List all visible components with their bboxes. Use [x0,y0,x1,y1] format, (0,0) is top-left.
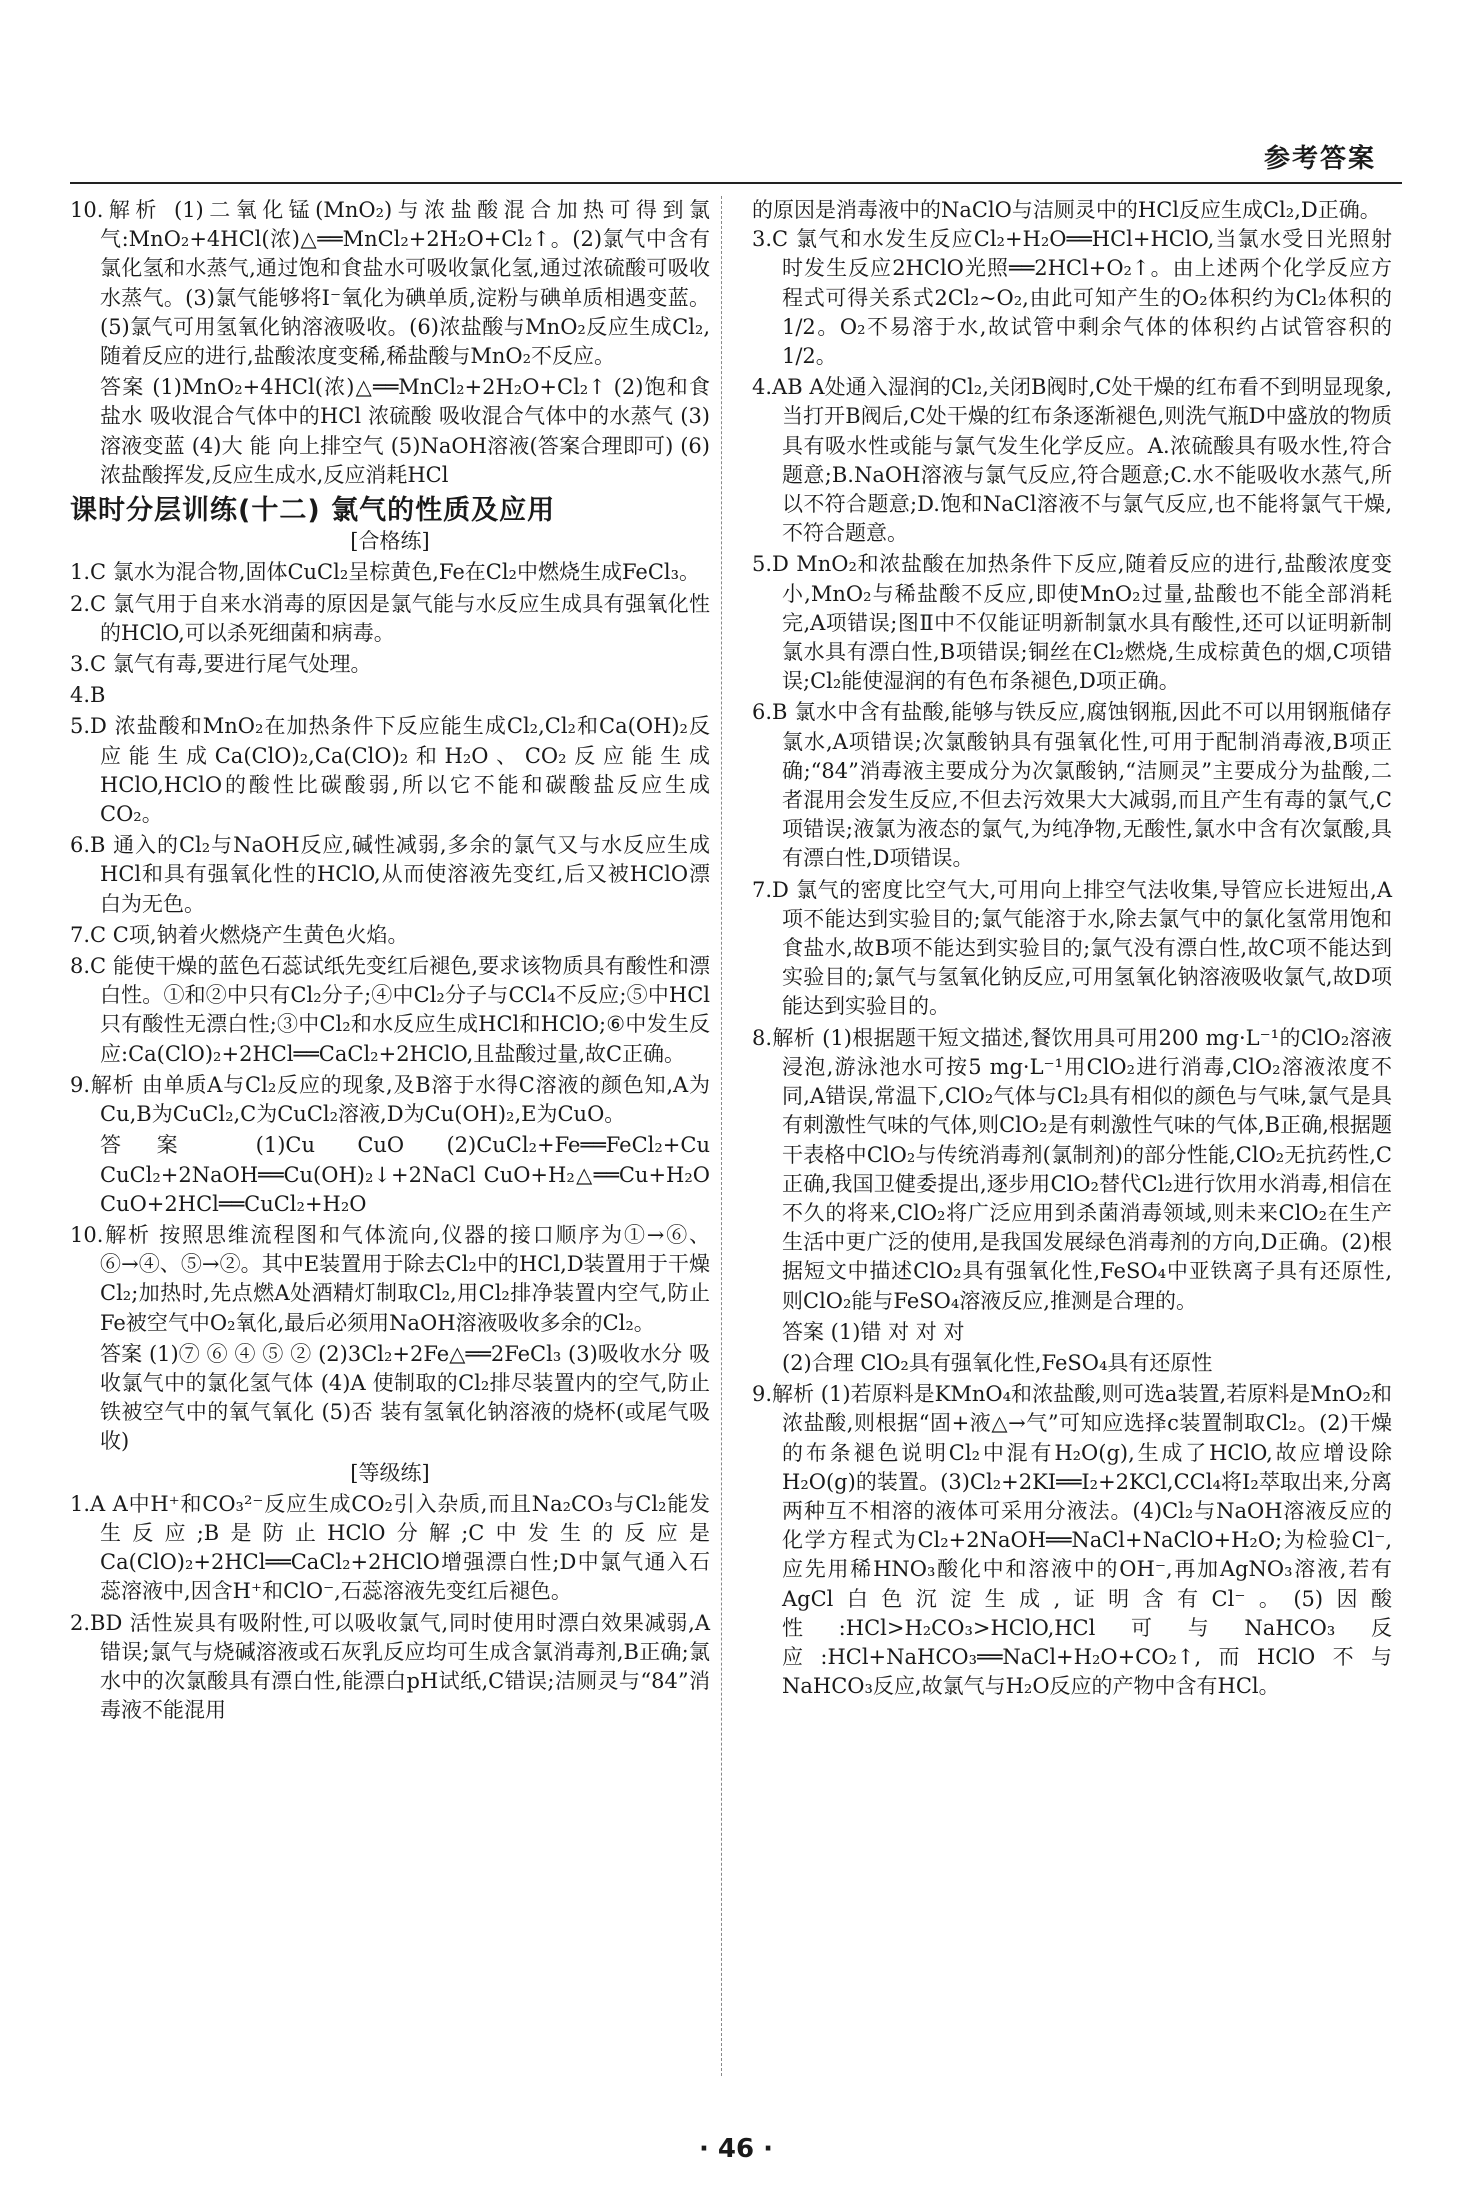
answer-item: 6.B 通入的Cl₂与NaOH反应,碱性减弱,多余的氯气又与水反应生成HCl和具有强氧化性的HClO,从而使溶液先变红,后又被HClO漂白为无色。 [70,833,710,916]
answer-item: 2.C 氯气用于自来水消毒的原因是氯气能与水反应生成具有强氧化性的HClO,可以杀死细菌和病毒。 [70,591,710,645]
subsection-title: [等级练] [350,1460,430,1485]
answer-item: 7.D 氯气的密度比空气大,可用向上排空气法收集,导管应长进短出,A项不能达到实验目的;氯气能溶于水,除去氯气中的氯化氢常用饱和食盐水,故B项不能达到实验目的;氯气没有漂白性,故C项不能达到实验目的;氯气与氢氧化钠反应,可用氢氧化钠溶液吸收氯气,故D项能达到实验目的。 [752,877,1392,1019]
answer-item: 8.解析 (1)根据题干短文描述,餐饮用具可用200 mg·L⁻¹的ClO₂溶液浸泡,游泳池水可按5 mg·L⁻¹用ClO₂进行消毒,ClO₂溶液浓度不同,A错误,常温下,ClO₂气体与Cl₂具有相似的颜色与气味,氯气是具有刺激性气味的气体,则ClO₂是有刺激性气味的气体,B正确,根据题干表格中ClO₂与传统消毒剂(氯制剂)的部分性能,ClO₂无抗药性,C正确,我国卫健委提出,逐步用ClO₂替代Cl₂进行饮用水消毒,相信在不久的将来,ClO₂将广泛应用到杀菌消毒领域,则未来ClO₂在生产生活中更广泛的使用,是我国发展绿色消毒剂的方向,D正确。(2)根据短文中描述ClO₂具有强氧化性,FeSO₄中亚铁离子具有还原性,则ClO₂能与FeSO₄溶液反应,推测是合理的。 [752,1025,1392,1313]
answer-key: (2)合理 ClO₂具有强氧化性,FeSO₄具有还原性 [782,1350,1213,1375]
answer-item: 4.B [70,683,106,708]
section-title: 课时分层训练(十二) 氯气的性质及应用 [70,495,556,527]
answer-item: 1.C 氯水为混合物,固体CuCl₂呈棕黄色,Fe在Cl₂中燃烧生成FeCl₃。 [70,560,701,585]
answer-item: 10.解析 按照思维流程图和气体流向,仪器的接口顺序为①→⑥、⑥→④、⑤→②。其中E装置用于除去Cl₂中的HCl,D装置用于干燥Cl₂;加热时,先点燃A处酒精灯制取Cl₂,用Cl₂排净装置内空气,防止Fe被空气中O₂氧化,最后必须用NaOH溶液吸收多余的Cl₂。 [70,1222,710,1335]
answer-item: 4.AB A处通入湿润的Cl₂,关闭B阀时,C处干燥的红布看不到明显现象,当打开B阀后,C处干燥的红布条逐渐褪色,则洗气瓶D中盛放的物质具有吸水性或能与氯气发生化学反应。A.浓硫酸具有吸水性,符合题意;B.NaOH溶液与氯气反应,符合题意;C.水不能吸收水蒸气,所以不符合题意;D.饱和NaCl溶液不与氯气反应,也不能将氯气干燥,不符合题意。 [752,375,1392,546]
answer-item: 8.C 能使干燥的蓝色石蕊试纸先变红后褪色,要求该物质具有酸性和漂白性。①和②中只有Cl₂分子;④中Cl₂分子与CCl₄不反应;⑤中HCl只有酸性无漂白性;③中Cl₂和水反应生成HCl和HClO;⑥中发生反应:Ca(ClO)₂+2HCl══CaCl₂+2HClO,且盐酸过量,故C正确。 [70,954,710,1066]
answer-item: 5.D MnO₂和浓盐酸在加热条件下反应,随着反应的进行,盐酸浓度变小,MnO₂与稀盐酸不反应,即使MnO₂过量,盐酸也不能全部消耗完,A项错误;图Ⅱ中不仅能证明新制氯水具有酸性,还可以证明新制氯水具有漂白性,B项错误;铜丝在Cl₂燃烧,生成棕黄色的烟,C项错误;Cl₂能使湿润的有色布条褪色,D项正确。 [752,552,1392,694]
answer-key: 答案 (1)⑦ ⑥ ④ ⑤ ② (2)3Cl₂+2Fe△══2FeCl₃ (3)吸收水分 吸收氯气中的氯化氢气体 (4)A 使制取的Cl₂排尽装置内的空气,防止铁被空气中的氧气氧化 (5)否 装有氢氧化钠溶液的烧杯(或尾气吸收) [100,1341,710,1454]
right-column [752,196,1392,1703]
continued-text: 的原因是消毒液中的NaClO与洁厕灵中的HCl反应生成Cl₂,D正确。 [752,198,1381,222]
answer-key: 答案 (1)MnO₂+4HCl(浓)△══MnCl₂+2H₂O+Cl₂↑ (2)饱和食盐水 吸收混合气体中的HCl 浓硫酸 吸收混合气体中的水蒸气 (3)溶液变蓝 (4)大 能 向上排空气 (5)NaOH溶液(答案合理即可) (6)浓盐酸挥发,反应生成水,反应消耗HCl [100,375,710,487]
column-divider [721,196,722,2076]
subsection-title: [合格练] [350,529,430,554]
answer-item: 3.C 氯气和水发生反应Cl₂+H₂O══HCl+HClO,当氯水受日光照射时发生反应2HClO光照══2HCl+O₂↑。由上述两个化学反应方程式可得关系式2Cl₂~O₂,由此可知产生的O₂体积约为Cl₂体积的1/2。O₂不易溶于水,故试管中剩余气体的体积约占试管容积的1/2。 [752,227,1392,369]
answer-key: 答案 (1)错 对 对 对 [782,1319,965,1344]
answer-item: 9.解析 (1)若原料是KMnO₄和浓盐酸,则可选a装置,若原料是MnO₂和浓盐酸,则根据“固+液△→气”可知应选择c装置制取Cl₂。(2)干燥的布条褪色说明Cl₂中混有H₂O(g),生成了HClO,故应增设除H₂O(g)的装置。(3)Cl₂+2KI══I₂+2KCl,CCl₄将I₂萃取出来,分离两种互不相溶的液体可采用分液法。(4)Cl₂与NaOH溶液反应的化学方程式为Cl₂+2NaOH══NaCl+NaClO+H₂O;为检验Cl⁻,应先用稀HNO₃酸化中和溶液中的OH⁻,再加AgNO₃溶液,若有AgCl白色沉淀生成,证明含有Cl⁻。(5)因酸性:HCl>H₂CO₃>HClO,HCl可与NaHCO₃反应:HCl+NaHCO₃══NaCl+H₂O+CO₂↑,而HClO不与NaHCO₃反应,故氯气与H₂O反应的产物中含有HCl。 [752,1382,1392,1699]
answer-item: 5.D 浓盐酸和MnO₂在加热条件下反应能生成Cl₂,Cl₂和Ca(OH)₂反应能生成Ca(ClO)₂,Ca(ClO)₂和H₂O、CO₂反应能生成HClO,HClO的酸性比碳酸弱,所以它不能和碳酸盐反应生成CO₂。 [70,714,710,827]
page-number: · 46 · [698,2134,774,2164]
answer-item: 1.A A中H⁺和CO₃²⁻反应生成CO₂引入杂质,而且Na₂CO₃与Cl₂能发生反应;B是防止HClO分解;C中发生的反应是Ca(ClO)₂+2HCl══CaCl₂+2HClO增强漂白性;D中氯气通入石蕊溶液中,因含H⁺和ClO⁻,石蕊溶液先变红后褪色。 [70,1491,710,1604]
answer-key: 答案 (1)Cu CuO (2)CuCl₂+Fe══FeCl₂+Cu CuCl₂+2NaOH══Cu(OH)₂↓+2NaCl CuO+H₂△══Cu+H₂O CuO+2HCl══CuCl₂+H₂O [100,1133,710,1216]
answer-item: 2.BD 活性炭具有吸附性,可以吸收氯气,同时使用时漂白效果减弱,A错误;氯气与烧碱溶液或石灰乳反应均可生成含氯消毒剂,B正确;氯水中的次氯酸具有漂白性,能漂白pH试纸,C错误;洁厕灵与“84”消毒液不能混用 [70,1610,710,1723]
header-rule [70,182,1402,184]
left-column [70,196,710,1727]
answer-item: 7.C C项,钠着火燃烧产生黄色火焰。 [70,922,409,947]
answer-item: 9.解析 由单质A与Cl₂反应的现象,及B溶于水得C溶液的颜色知,A为Cu,B为CuCl₂,C为CuCl₂溶液,D为Cu(OH)₂,E为CuO。 [70,1072,710,1127]
answer-item: 6.B 氯水中含有盐酸,能够与铁反应,腐蚀钢瓶,因此不可以用钢瓶储存氯水,A项错误;次氯酸钠具有强氧化性,可用于配制消毒液,B项正确;“84”消毒液主要成分为次氯酸钠,“洁厕灵”主要成分为盐酸,二者混用会发生反应,不但去污效果大大减弱,而且产生有毒的氯气,C项错误;液氯为液态的氯气,为纯净物,无酸性,氯水中含有次氯酸,具有漂白性,D项错误。 [752,700,1392,871]
answer-item: 10.解析 (1)二氧化锰(MnO₂)与浓盐酸混合加热可得到氯气:MnO₂+4HCl(浓)△══MnCl₂+2H₂O+Cl₂↑。(2)氯气中含有氯化氢和水蒸气,通过饱和食盐水可吸收氯化氢,通过浓硫酸可吸收水蒸气。(3)氯气能够将I⁻氧化为碘单质,淀粉与碘单质相遇变蓝。(5)氯气可用氢氧化钠溶液吸收。(6)浓盐酸与MnO₂反应生成Cl₂,随着反应的进行,盐酸浓度变稀,稀盐酸与MnO₂不反应。 [70,198,710,369]
answer-item: 3.C 氯气有毒,要进行尾气处理。 [70,652,372,677]
header-title: 参考答案 [1263,144,1376,174]
